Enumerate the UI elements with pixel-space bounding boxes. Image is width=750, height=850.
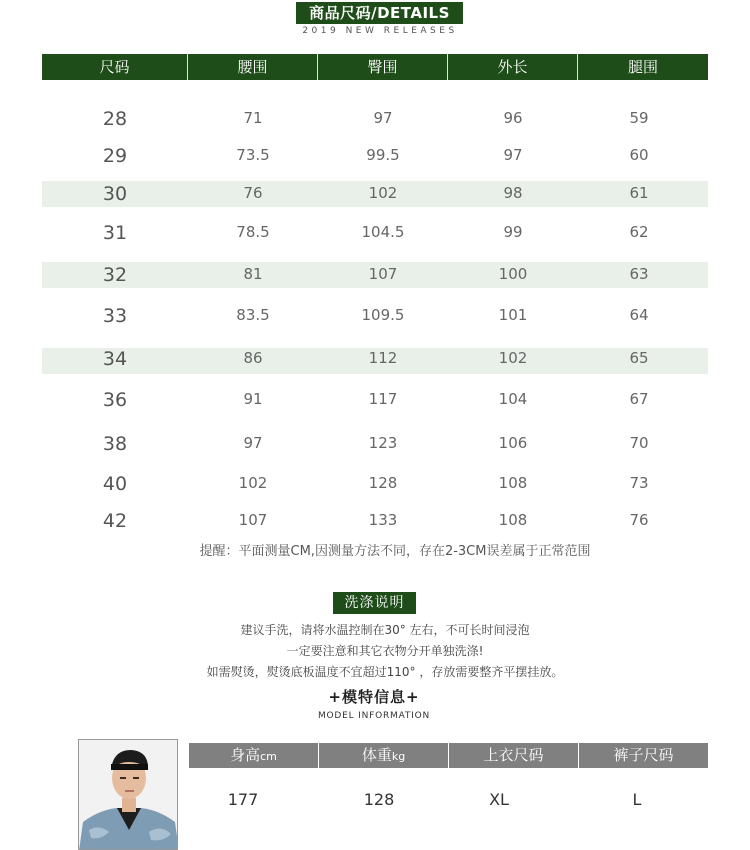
hip-cell: 99.5 (366, 146, 400, 164)
length-cell: 97 (503, 146, 523, 164)
column-header-size: 尺码 (42, 54, 188, 80)
column-header-height: 身高cm (189, 743, 319, 768)
model-height-value: 177 (227, 790, 259, 809)
waist-cell: 91 (243, 390, 263, 408)
hip-cell: 128 (368, 474, 398, 492)
wash-title: 洗涤说明 (333, 592, 416, 614)
column-header-top-size: 上衣尺码 (449, 743, 579, 768)
size-table-header (42, 54, 708, 80)
waist-cell: 97 (243, 434, 263, 452)
size-cell: 36 (102, 389, 128, 411)
hip-cell: 109.5 (361, 306, 405, 324)
hip-cell: 104.5 (361, 223, 405, 241)
thigh-cell: 59 (629, 109, 649, 127)
thigh-cell: 73 (629, 474, 649, 492)
wash-line: 一定要注意和其它衣物分开单独洗涤! (286, 644, 484, 658)
page-title: 商品尺码/DETAILS (296, 2, 463, 24)
length-cell: 101 (498, 306, 528, 324)
waist-cell: 83.5 (236, 306, 270, 324)
size-cell: 42 (102, 510, 128, 532)
waist-cell: 73.5 (236, 146, 270, 164)
page-subtitle: 2019 NEW RELEASES (302, 26, 458, 36)
size-cell: 31 (102, 222, 128, 244)
hip-cell: 117 (368, 390, 398, 408)
hip-cell: 107 (368, 265, 398, 283)
length-cell: 108 (498, 474, 528, 492)
column-header-length: 外长 (448, 54, 578, 80)
model-top-size-value: XL (489, 790, 509, 809)
size-cell: 40 (102, 473, 128, 495)
column-header-pants-size: 裤子尺码 (613, 746, 674, 764)
model-photo (78, 739, 178, 850)
thigh-cell: 65 (629, 349, 649, 367)
column-header-thigh: 腿围 (627, 58, 658, 76)
thigh-cell: 67 (629, 390, 649, 408)
size-cell: 28 (102, 108, 128, 130)
model-pants-size-value: L (632, 790, 642, 809)
waist-cell: 71 (243, 109, 263, 127)
waist-cell: 81 (243, 265, 263, 283)
thigh-cell: 70 (629, 434, 649, 452)
thigh-cell: 61 (629, 184, 649, 202)
waist-cell: 107 (238, 511, 268, 529)
length-cell: 102 (498, 349, 528, 367)
wash-line: 建议手洗，请将水温控制在30° 左右，不可长时间浸泡 (240, 623, 530, 637)
model-table-header (189, 743, 708, 768)
size-cell: 38 (102, 433, 128, 455)
length-cell: 99 (503, 223, 523, 241)
hip-cell: 97 (373, 109, 393, 127)
hip-cell: 123 (368, 434, 398, 452)
wash-line: 如需熨烫，熨烫底板温度不宜超过110° ，存放需要整齐平摆挂放。 (206, 665, 564, 679)
model-subtitle: MODEL INFORMATION (317, 711, 431, 721)
waist-cell: 78.5 (236, 223, 270, 241)
size-cell: 33 (102, 305, 128, 327)
model-title: +模特信息+ (328, 688, 420, 706)
size-cell: 30 (102, 183, 128, 205)
measurement-note: 提醒：平面测量CM,因测量方法不同，存在2-3CM误差属于正常范围 (199, 544, 591, 559)
column-header-hip: 臀围 (318, 54, 448, 80)
thigh-cell: 64 (629, 306, 649, 324)
waist-cell: 102 (238, 474, 268, 492)
hip-cell: 112 (368, 349, 398, 367)
column-header-weight: 体重kg (319, 743, 449, 768)
waist-cell: 86 (243, 349, 263, 367)
thigh-cell: 63 (629, 265, 649, 283)
column-header-waist: 腰围 (188, 54, 318, 80)
thigh-cell: 62 (629, 223, 649, 241)
length-cell: 104 (498, 390, 528, 408)
hip-cell: 102 (368, 184, 398, 202)
length-cell: 96 (503, 109, 523, 127)
length-cell: 100 (498, 265, 528, 283)
model-photo-image (79, 740, 178, 850)
thigh-cell: 76 (629, 511, 649, 529)
length-cell: 108 (498, 511, 528, 529)
hip-cell: 133 (368, 511, 398, 529)
size-cell: 32 (102, 264, 128, 286)
thigh-cell: 60 (629, 146, 649, 164)
size-cell: 29 (102, 145, 128, 167)
length-cell: 98 (503, 184, 523, 202)
model-weight-value: 128 (363, 790, 395, 809)
length-cell: 106 (498, 434, 528, 452)
size-cell: 34 (102, 348, 128, 370)
waist-cell: 76 (243, 184, 263, 202)
